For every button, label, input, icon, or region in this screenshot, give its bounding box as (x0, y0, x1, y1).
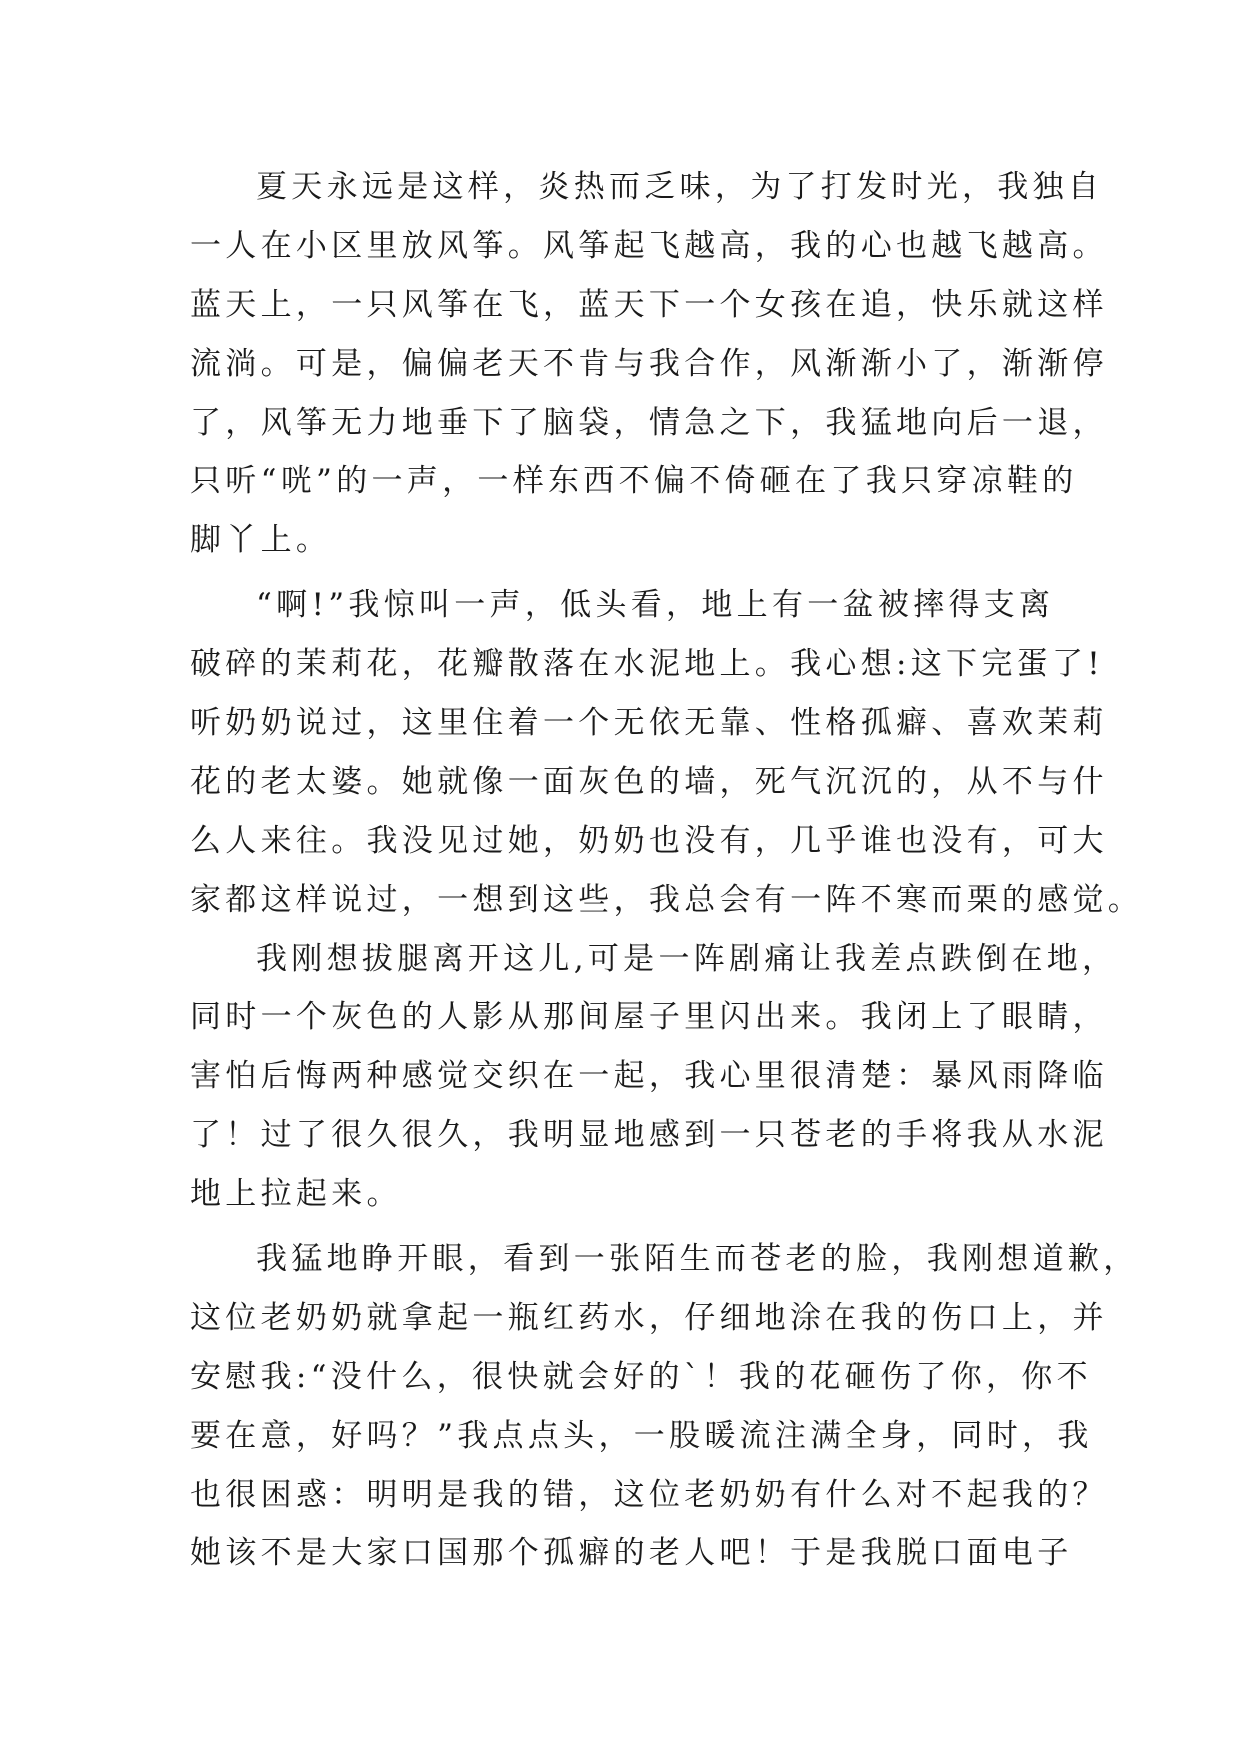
paragraph-2-line-6: 家都这样说过，一想到这些，我总会有一阵不寒而栗的感觉。 (190, 881, 1144, 918)
paragraph-2-line-3: 听奶奶说过，这里住着一个无依无靠、性格孤癖、喜欢茉莉 (190, 705, 1108, 742)
paragraph-4-line-5: 也很困惑：明明是我的错，这位老奶奶有什么对不起我的？ (190, 1476, 1108, 1513)
paragraph-3-line-1: 我刚想拔腿离开这儿,可是一阵剧痛让我差点跌倒在地， (256, 940, 1118, 977)
paragraph-4-line-3: 安慰我:“没什么，很快就会好的`！我的花砸伤了你，你不 (190, 1358, 1092, 1395)
paragraph-2-line-4: 花的老太婆。她就像一面灰色的墙，死气沉沉的，从不与什 (190, 763, 1108, 800)
paragraph-2-line-5: 么人来往。我没见过她，奶奶也没有，几乎谁也没有，可大 (190, 822, 1108, 859)
paragraph-1-line-7: 脚丫上。 (190, 522, 332, 559)
paragraph-4-line-6: 她该不是大家口国那个孤癖的老人吧！于是我脱口面电子 (190, 1535, 1073, 1572)
paragraph-1-line-2: 一人在小区里放风筝。风筝起飞越高，我的心也越飞越高。 (190, 227, 1108, 264)
paragraph-3-line-3: 害怕后悔两种感觉交织在一起，我心里很清楚：暴风雨降临 (190, 1058, 1108, 1095)
essay-body (190, 158, 1144, 1583)
paragraph-3-line-4: 了！过了很久很久，我明显地感到一只苍老的手将我从水泥 (190, 1117, 1108, 1154)
paragraph-3-line-5: 地上拉起来。 (190, 1176, 402, 1213)
paragraph-1-line-1: 夏天永远是这样，炎热而乏味，为了打发时光，我独自 (256, 169, 1104, 205)
paragraph-2-line-2: 破碎的茉莉花，花瓣散落在水泥地上。我心想:这下完蛋了! (190, 646, 1104, 683)
paragraph-4-line-1: 我猛地睁开眼，看到一张陌生而苍老的脸，我刚想道歉， (256, 1241, 1139, 1278)
paragraph-2-line-1: “啊!”我惊叫一声，低头看，地上有一盆被摔得支离 (256, 587, 1055, 624)
paragraph-1-line-5: 了，风筝无力地垂下了脑袋，情急之下，我猛地向后一退， (190, 404, 1108, 441)
paragraph-1-line-4: 流淌。可是，偏偏老天不肯与我合作，风渐渐小了，渐渐停 (190, 345, 1108, 382)
paragraph-1-line-6: 只听“咣”的一声，一样东西不偏不倚砸在了我只穿凉鞋的 (190, 463, 1078, 500)
paragraph-4-line-2: 这位老奶奶就拿起一瓶红药水，仔细地涂在我的伤口上，并 (190, 1299, 1108, 1336)
paragraph-4-line-4: 要在意，好吗？”我点点头，一股暖流注满全身，同时，我 (190, 1417, 1093, 1454)
paragraph-3-line-2: 同时一个灰色的人影从那间屋子里闪出来。我闭上了眼睛， (190, 999, 1108, 1036)
paragraph-1-line-3: 蓝天上，一只风筝在飞，蓝天下一个女孩在追，快乐就这样 (190, 286, 1108, 323)
